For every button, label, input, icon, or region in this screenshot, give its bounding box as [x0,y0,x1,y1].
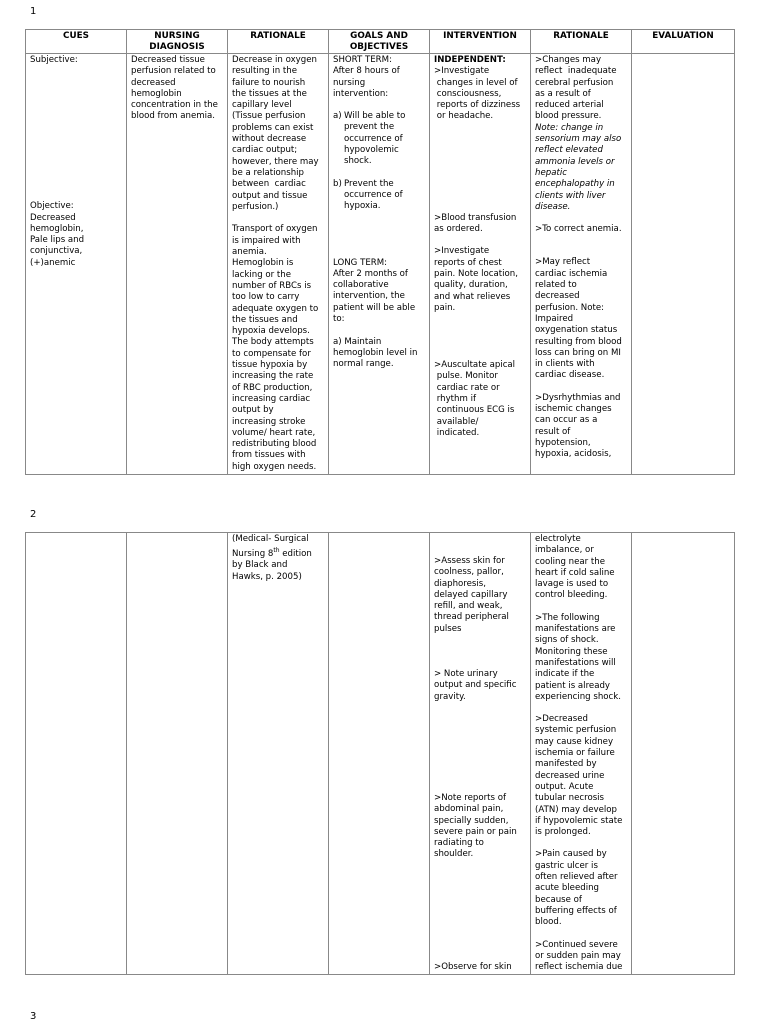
intervention-item: >Note reports of abdominal pain, specially sudden, severe pain or pain radiating to shoulder. [434,792,517,860]
goals-cell [329,533,430,975]
intervention-item: > Note urinary output and specific gravity. [434,669,517,702]
rationale-2-cell [531,533,632,975]
intervention-cell [430,533,531,975]
intervention-cell [430,54,531,475]
cues-cell [26,54,127,475]
header-goals-objectives: GOALS AND OBJECTIVES [329,30,430,54]
header-nursing-diagnosis: NURSING DIAGNOSIS [127,30,228,54]
subjective-label: Subjective: [30,55,78,65]
page-number: 2 [30,509,37,520]
short-term-intro: SHORT TERM: After 8 hours of nursing intervention: [333,55,400,99]
rationale-item: >May reflect cardiac ischemia related to decreased perfusion. Note: Impaired oxygenation status resulting from blood loss can bring on MI in clients with cardiac disease. [535,257,622,381]
reference-citation: (Medical- Surgical Nursing 8th edition by Black and Hawks, p. 2005) [232,534,312,582]
nursing-diagnosis-text: Decreased tissue perfusion related to decreased hemoglobin concentration in the blood from anemia. [131,55,218,122]
evaluation-cell [632,54,735,475]
goal-marker-b: b) [333,178,342,189]
rationale-item: >Continued severe or sudden pain may reflect ischemia due [535,939,623,973]
rationale-item: >Pain caused by gastric ulcer is often relieved after acute bleeding because of buffering effects of blood. [535,849,618,928]
intervention-item: >Blood transfusion as ordered. [434,212,517,235]
header-rationale-2: RATIONALE [531,30,632,54]
goals-cell [329,54,430,475]
rationale-item: >Changes may reflect inadequate cerebral perfusion as a result of reduced arterial blood pressure. [535,55,617,122]
short-term-goal-b: Prevent the occurrence of hypoxia. [344,178,403,212]
intervention-heading: INDEPENDENT: [434,55,506,65]
intervention-item: >Investigate reports of chest pain. Note location, quality, duration, and what relieves pain. [434,246,518,313]
rationale-item: >Decreased systemic perfusion may cause kidney ischemia or failure manifested by decreased urine output. Acute tubular necrosis (ATN) may develop if hypovolemic state is prolonged. [535,714,623,838]
intervention-item: >Observe for skin [434,961,512,972]
rationale-cell [228,54,329,475]
nursing-care-plan-table-1 [25,29,735,475]
long-term-goals: LONG TERM: After 2 months of collaborative intervention, the patient will be able to: a) Maintain hemoglobin level in normal range. [333,257,418,370]
header-rationale: RATIONALE [228,30,329,54]
rationale-cell [228,533,329,975]
diagnosis-cell [127,54,228,475]
rationale-item: >Dysrhythmias and ischemic changes can occur as a result of hypotension, hypoxia, acidosis, [535,392,621,460]
rationale-item: electrolyte imbalance, or cooling near the heart if cold saline lavage is used to control bleeding. [535,534,615,601]
header-cues: CUES [26,30,127,54]
goal-marker-a: a) [333,111,342,122]
page-number: 3 [30,1011,37,1022]
rationale-text: Decrease in oxygen resulting in the failure to nourish the tissues at the capillary level (Tissue perfusion problems can exist without decrease cardiac output; however, there may be a relationship between cardiac output and tissue perfusion.) Transport of oxygen is impaired with anemia. Hemoglobin is lacking or the number of RBCs is too low to carry adequate oxygen to the tissues and hypoxia develops. The body attempts to compensate for tissue hypoxia by increasing the rate of RBC production, increasing cardiac output by increasing stroke volume/ heart rate, redistributing blood from tissues with high oxygen needs. [232,55,319,472]
rationale-item: >The following manifestations are signs of shock. Monitoring these manifestations will indicate if the patient is already experiencing shock. [535,612,621,702]
short-term-goal-a: Will be able to prevent the occurrence of hypovolemic shock. [344,111,406,167]
rationale-2-cell [531,54,632,475]
rationale-note: Note: change in sensorium may also reflect elevated ammonia levels or hepatic encephalopathy in clients with liver disease. [535,122,622,212]
header-evaluation: EVALUATION [632,30,735,54]
rationale-item: >To correct anemia. [535,224,622,235]
intervention-item: >Assess skin for coolness, pallor, diaphoresis, delayed capillary refill, and weak, thread peripheral pulses [434,556,509,634]
diagnosis-cell [127,533,228,975]
cues-cell [26,533,127,975]
page-number: 1 [30,6,37,17]
header-intervention: INTERVENTION [430,30,531,54]
evaluation-cell [632,533,735,975]
intervention-item: >Auscultate apical pulse. Monitor cardiac rate or rhythm if continuous ECG is available/ indicated. [434,360,516,438]
nursing-care-plan-table-2 [25,532,735,975]
intervention-item: >Investigate changes in level of consciousness, reports of dizziness or headache. [434,66,521,122]
objective-cues: Objective: Decreased hemoglobin, Pale lips and conjunctiva, (+)anemic [30,201,85,268]
